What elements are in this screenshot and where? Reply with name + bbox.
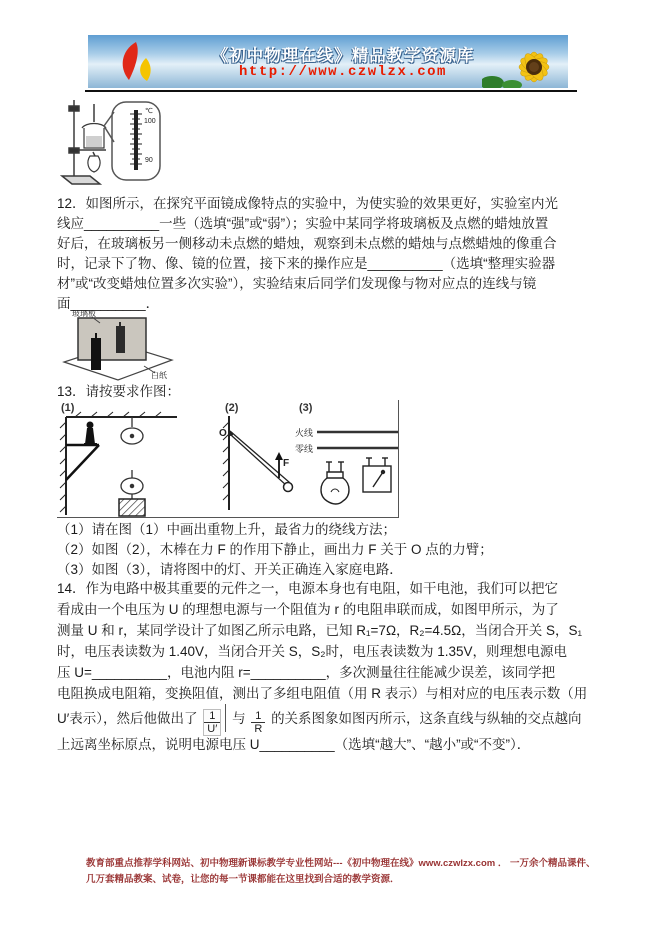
lab-stand-thermometer-figure <box>60 96 165 188</box>
switch-icon <box>363 458 391 492</box>
q14-line: 上远离坐标原点，说明电源电压 U__________（选填“越大”、“越小”或“不变”）． <box>57 737 531 752</box>
q13-sub1: （1）请在图（1）中画出重物上升，最省力的绕线方法； <box>57 522 397 537</box>
glass-plate-label: 玻璃板 <box>72 310 96 318</box>
q12-line: 12．如图所示，在探究平面镜成像特点的实验中，为使实验的效果更好，实验室内光 <box>57 196 559 211</box>
neutral-wire-label: 零线 <box>295 444 314 454</box>
q13-sub3: （3）如图（3），请将图中的灯、开关正确连入家庭电路． <box>57 562 403 577</box>
fig2-label: (2) <box>225 402 239 414</box>
q14-line: 时，电压表读数为 1.40V，当闭合开关 S，S₂时，电压表读数为 1.35V，则理想电源电 <box>57 644 568 659</box>
q12-line: 线应__________一些（选填“强”或“弱”）；实验中某同学将玻璃板及点燃的蜡烛放置 <box>57 216 549 231</box>
q14-line: 电阻换成电阻箱，变换阻值，测出了多组电阻值（用 R 表示）与相对应的电压表示数（用 <box>57 686 588 701</box>
q13-sub2: （2）如图（2），木棒在力 F 的作用下静止，画出力 F 关于 O 点的力臂； <box>57 542 493 557</box>
question-14 <box>57 578 627 755</box>
sunflower-icon <box>482 43 566 88</box>
q14-frac-suffix: 的关系图象如图丙所示，这条直线与纵轴的交点越向 <box>271 711 582 726</box>
fig3-label: (3) <box>299 402 313 414</box>
footer-line2: 几万套精品教案、试卷，让您的每一节课都能在这里找到合适的教学资源． <box>86 874 400 885</box>
q12-line: 材”或“改变蜡烛位置多次实验”），实验结束后同学们发现像与物对应点的连线与镜 <box>57 276 537 291</box>
thermometer-90-label: 90 <box>145 157 153 164</box>
banner-url-link[interactable]: http://www.czwlzx.com <box>239 64 447 80</box>
pulley-diagram <box>57 410 192 517</box>
force-f-label: F <box>283 458 290 469</box>
q12-line: 好后，在玻璃板另一侧移动未点燃的蜡烛，观察到未点燃的蜡烛与点燃蜡烛的像重合 <box>57 236 557 251</box>
q14-line: 压 U=__________，电池内阻 r=__________，多次测量往往能减少误差，该同学把 <box>57 665 556 680</box>
q12-line: 面__________． <box>57 296 160 311</box>
q14-line: 测量 U 和 r，某同学设计了如图乙所示电路，已知 R₁=7Ω，R₂=4.5Ω，当闭合开关 S，S₁ <box>57 623 583 638</box>
equation-divider <box>225 704 226 732</box>
q14-fraction-line <box>57 704 627 734</box>
question-13-subitems <box>57 520 617 580</box>
question-12 <box>57 194 617 314</box>
question-13-heading: 13．请按要求作图： <box>57 384 181 399</box>
household-circuit-diagram <box>295 414 398 514</box>
thermometer-100-label: 100 <box>144 118 156 125</box>
pivot-o-label: O <box>219 428 227 439</box>
footer-line1: 教育部重点推荐学科网站、初中物理新课标教学专业性网站---《初中物理在线》www.czwlzx.com ． 一万余个精品课件、 <box>86 858 596 869</box>
q14-frac-prefix: U′表示），然后他做出了 <box>57 711 198 726</box>
bulb-icon <box>321 462 349 504</box>
glass-plate-figure <box>58 310 176 382</box>
q13-figure-row <box>57 400 399 518</box>
fraction-one-over-uprime: $\frac{1}{U'}$ <box>203 709 221 736</box>
lever-diagram <box>217 412 302 514</box>
fig1-label: (1) <box>61 402 75 414</box>
fraction-one-over-r: $\frac{1}{R}$ <box>251 710 265 735</box>
live-wire-label: 火线 <box>295 428 314 438</box>
banner-title: 《初中物理在线》精品教学资源库 <box>211 47 475 65</box>
q14-line: 看成由一个电压为 U 的理想电源与一个阻值为 r 的电阻串联而成，如图甲所示，为了 <box>57 602 559 617</box>
q14-line: 14．作为电路中极其重要的元件之一，电源本身也有电阻，如干电池，我们可以把它 <box>57 581 559 596</box>
site-logo-icon <box>112 41 168 83</box>
banner-divider <box>85 90 577 92</box>
thermometer-unit-label: ℃ <box>145 108 153 115</box>
site-footer <box>86 856 646 888</box>
site-banner <box>88 35 568 88</box>
q14-frac-mid: 与 <box>232 711 246 726</box>
white-paper-label: 白纸 <box>151 371 167 380</box>
q12-line: 时，记录下了物、像、镜的位置，接下来的操作应是__________（选填“整理实验器 <box>57 256 556 271</box>
